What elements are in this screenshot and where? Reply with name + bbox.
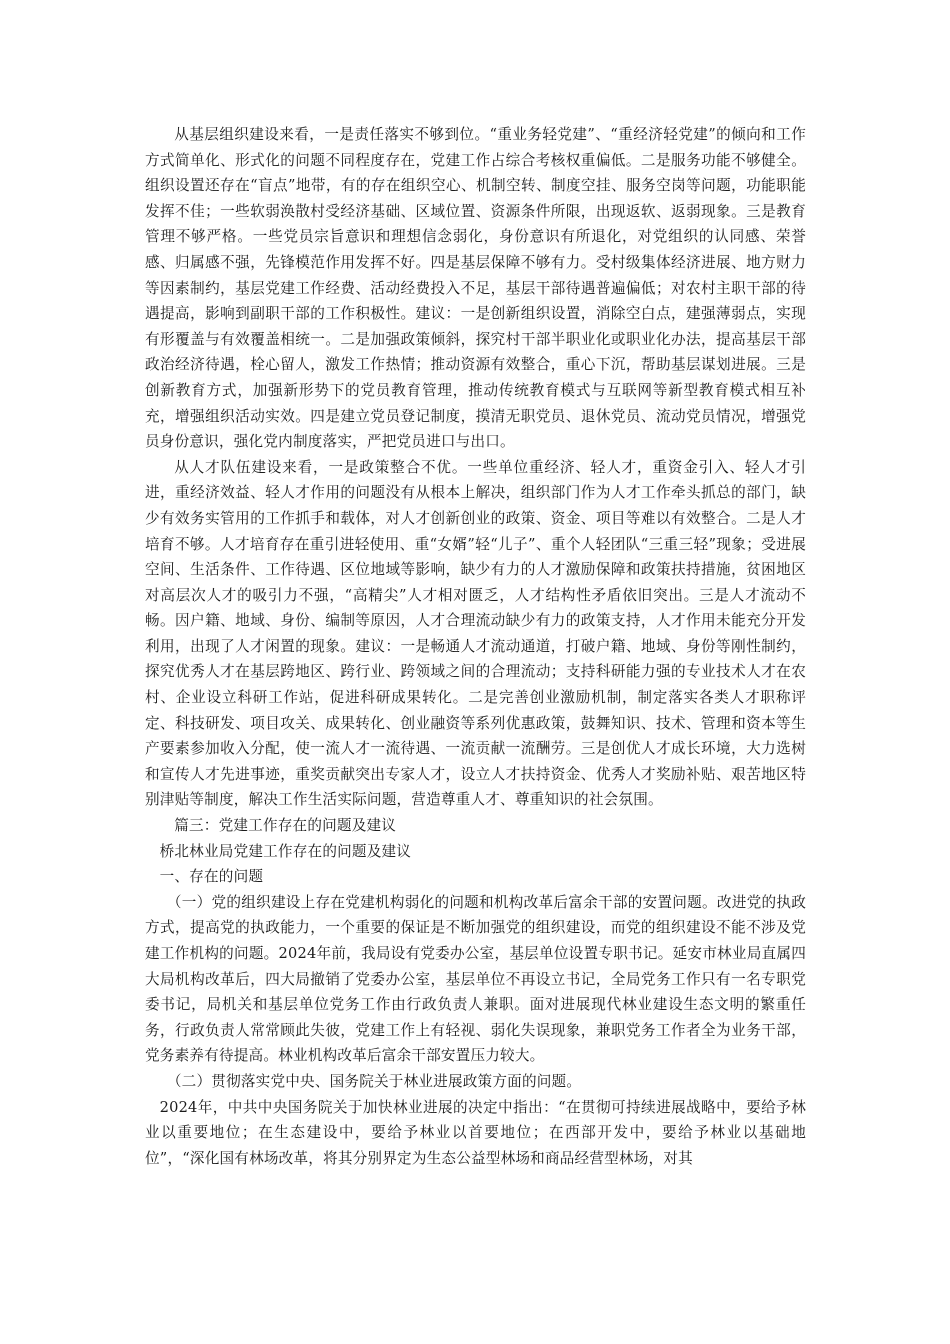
item-forestry-policy: （二）贯彻落实党中央、国务院关于林业进展政策方面的问题。 xyxy=(166,1072,582,1090)
section-title: 篇三：党建工作存在的问题及建议 xyxy=(174,817,397,835)
paragraph-central-decision: 2024年，中共中央国务院关于加快林业进展的决定中指出：“在贯彻可持续进展战略中，要给予林业以重要地位；在生态建设中，要给予林业以首要地位；在西部开发中，要给予林业以基础地位”，“深化国有林场改革，将其分别界定为生态公益型林场和商品经营型林场，对其 xyxy=(145,1098,806,1167)
heading-existing-problems: 一、存在的问题 xyxy=(159,868,264,886)
paragraph-grassroots-organization: 从基层组织建设来看，一是责任落实不够到位。“重业务轻党建”、“重经济轻党建”的倾向和工作方式简单化、形式化的问题不同程度存在，党建工作占综合考核权重偏低。二是服务功能不够健全。组织设置还存在“盲点”地带，有的存在组织空心、机制空转、制度空挂、服务空岗等问题，功能职能发挥不佳；一些软弱涣散村受经济基础、区域位置、资源条件所限，出现返软、返弱现象。三是教育管理不够严格。一些党员宗旨意识和理想信念弱化，身份意识有所退化，对党组织的认同感、荣誉感、归属感不强，先锋模范作用发挥不好。四是基层保障不够有力。受村级集体经济进展、地方财力等因素制约，基层党建工作经费、活动经费投入不足，基层干部待遇普遍偏低；对农村主职干部的待遇提高，影响到副职干部的工作积极性。建议：一是创新组织设置，消除空白点，建强薄弱点，实现有形覆盖与有效覆盖相统一。二是加强政策倾斜，探究村干部半职业化或职业化办法，提高基层干部政治经济待遇，栓心留人，激发工作热情；推动资源有效整合，重心下沉，帮助基层谋划进展。三是创新教育方式，加强新形势下的党员教育管理，推动传统教育模式与互联网等新型教育模式相互补充，增强组织活动实效。四是建立党员登记制度，摸清无职党员、退休党员、流动党员情况，增强党员身份意识，强化党内制度落实，严把党员进口与出口。 xyxy=(145,126,806,451)
item-organization-building: （一）党的组织建设上存在党建机构弱化的问题和机构改革后富余干部的安置问题。改进党的执政方式，提高党的执政能力，一个重要的保证是不断加强党的组织建设，而党的组织建设不能不涉及党建工作机构的问题。2024年前，我局设有党委办公室，基层单位设置专职书记。延安市林业局直属四大局机构改革后，四大局撤销了党委办公室，基层单位不再设立书记，全局党务工作只有一名专职党委书记，局机关和基层单位党务工作由行政负责人兼职。面对进展现代林业建设生态文明的繁重任务，行政负责人常常顾此失彼，党建工作上有轻视、弱化失误现象，兼职党务工作者全为业务干部，党务素养有待提高。林业机构改革后富余干部安置压力较大。 xyxy=(145,893,806,1065)
paragraph-talent-team: 从人才队伍建设来看，一是政策整合不优。一些单位重经济、轻人才，重资金引入、轻人才引进，重经济效益、轻人才作用的问题没有从根本上解决，组织部门作为人才工作牵头抓总的部门，缺少有效务实管用的工作抓手和载体，对人才创新创业的政策、资金、项目等难以有效整合。二是人才培育不够。人才培育存在重引进轻使用、重“女婿”轻“儿子”、重个人轻团队“三重三轻”现象；受进展空间、生活条件、工作待遇、区位地域等影响，缺少有力的人才激励保障和政策扶持措施，贫困地区对高层次人才的吸引力不强，“高精尖”人才相对匮乏，人才结构性矛盾依旧突出。三是人才流动不畅。因户籍、地域、身份、编制等原因，人才合理流动缺少有力的政策支持，人才作用未能充分开发利用，出现了人才闲置的现象。建议：一是畅通人才流动通道，打破户籍、地域、身份等刚性制约，探究优秀人才在基层跨地区、跨行业、跨领域之间的合理流动；支持科研能力强的专业技术人才在农村、企业设立科研工作站，促进科研成果转化。二是完善创业激励机制，制定落实各类人才职称评定、科技研发、项目攻关、成果转化、创业融资等系列优惠政策，鼓舞知识、技术、管理和资本等生产要素参加收入分配，使一流人才一流待遇、一流贡献一流酬劳。三是创优人才成长环境，大力选树和宣传人才先进事迹，重奖贡献突出专家人才，设立人才扶持资金、优秀人才奖励补贴、艰苦地区特别津贴等制度，解决工作生活实际问题，营造尊重人才、尊重知识的社会氛围。 xyxy=(145,458,806,809)
document-title: 桥北林业局党建工作存在的问题及建议 xyxy=(159,842,412,860)
